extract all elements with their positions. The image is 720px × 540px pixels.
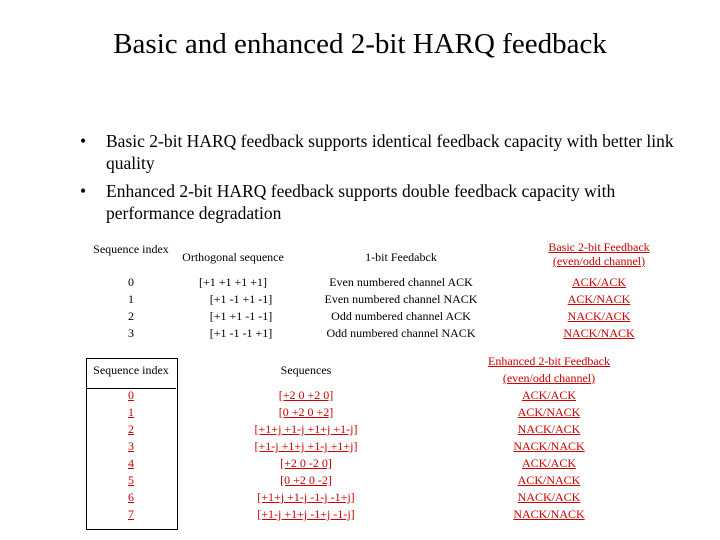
header-sequence-index: Sequence index bbox=[93, 242, 169, 256]
table-cell: 5 bbox=[128, 473, 134, 487]
bullet-icon: • bbox=[80, 131, 87, 151]
header-sequences: Sequences bbox=[280, 363, 332, 377]
table-cell: 7 bbox=[128, 507, 134, 521]
table-cell: NACK/ACK bbox=[517, 490, 581, 504]
table-cell: ACK/ACK bbox=[571, 275, 626, 289]
table-cell: [+1+j +1-j -1-j -1+j] bbox=[257, 490, 355, 504]
table-cell: Odd numbered channel NACK bbox=[326, 326, 476, 340]
table-cell: [+1 -1 +1 -1] bbox=[209, 292, 273, 306]
table-cell: NACK/NACK bbox=[563, 326, 635, 340]
table-cell: [+1-j +1+j +1-j +1+j] bbox=[254, 439, 358, 453]
table-cell: NACK/ACK bbox=[517, 422, 581, 436]
table-cell: [0 +2 0 -2] bbox=[280, 473, 332, 487]
table-cell: ACK/ACK bbox=[521, 388, 576, 402]
header-basic-2bit-feedback: Basic 2-bit Feedback (even/odd channel) bbox=[548, 240, 650, 268]
table-cell: 0 bbox=[128, 275, 134, 289]
table-cell: [0 +2 0 +2] bbox=[278, 405, 334, 419]
table-cell: 2 bbox=[128, 309, 134, 323]
table-cell: ACK/NACK bbox=[567, 292, 631, 306]
bullet-text: Enhanced 2-bit HARQ feedback supports double feedback capacity with performance degradation bbox=[106, 181, 616, 223]
table-cell: 1 bbox=[128, 292, 134, 306]
table-cell: 4 bbox=[128, 456, 134, 470]
table-cell: Even numbered channel ACK bbox=[329, 275, 473, 289]
table-cell: [+1 -1 -1 +1] bbox=[209, 326, 273, 340]
table-cell: [+1 +1 -1 -1] bbox=[209, 309, 273, 323]
slide-title: Basic and enhanced 2-bit HARQ feedback bbox=[113, 28, 607, 60]
table-cell: ACK/NACK bbox=[517, 473, 581, 487]
table-cell: [+2 0 -2 0] bbox=[280, 456, 332, 470]
bullet-item bbox=[80, 130, 680, 174]
header-1bit-feedback: 1-bit Feedabck bbox=[365, 250, 437, 264]
table-cell: Even numbered channel NACK bbox=[324, 292, 478, 306]
bullet-list bbox=[80, 130, 680, 230]
table-cell: NACK/NACK bbox=[513, 439, 585, 453]
table-cell: 1 bbox=[128, 405, 134, 419]
table-cell: ACK/ACK bbox=[521, 456, 576, 470]
bullet-text: Basic 2-bit HARQ feedback supports identical feedback capacity with better link quality bbox=[106, 131, 674, 173]
bullet-icon: • bbox=[80, 181, 87, 201]
table-cell: [+1+j +1-j +1+j +1-j] bbox=[254, 422, 358, 436]
table-cell: ACK/NACK bbox=[517, 405, 581, 419]
header-sequence-index: Sequence index bbox=[93, 363, 169, 377]
table-cell: [+1-j +1+j -1+j -1-j] bbox=[257, 507, 355, 521]
header-orthogonal-sequence: Orthogonal sequence bbox=[182, 250, 284, 264]
table-cell: NACK/NACK bbox=[513, 507, 585, 521]
table-cell: 3 bbox=[128, 326, 134, 340]
table-cell: Odd numbered channel ACK bbox=[331, 309, 471, 323]
table-cell: 6 bbox=[128, 490, 134, 504]
table-cell: [+1 +1 +1 +1] bbox=[198, 275, 268, 289]
bullet-item bbox=[80, 180, 680, 224]
table-cell: [+2 0 +2 0] bbox=[278, 388, 334, 402]
header-enhanced-2bit-feedback: Enhanced 2-bit Feedback (even/odd channel) bbox=[488, 354, 610, 385]
table-cell: 2 bbox=[128, 422, 134, 436]
table-cell: NACK/ACK bbox=[567, 309, 631, 323]
table-cell: 3 bbox=[128, 439, 134, 453]
table-cell: 0 bbox=[128, 388, 134, 402]
